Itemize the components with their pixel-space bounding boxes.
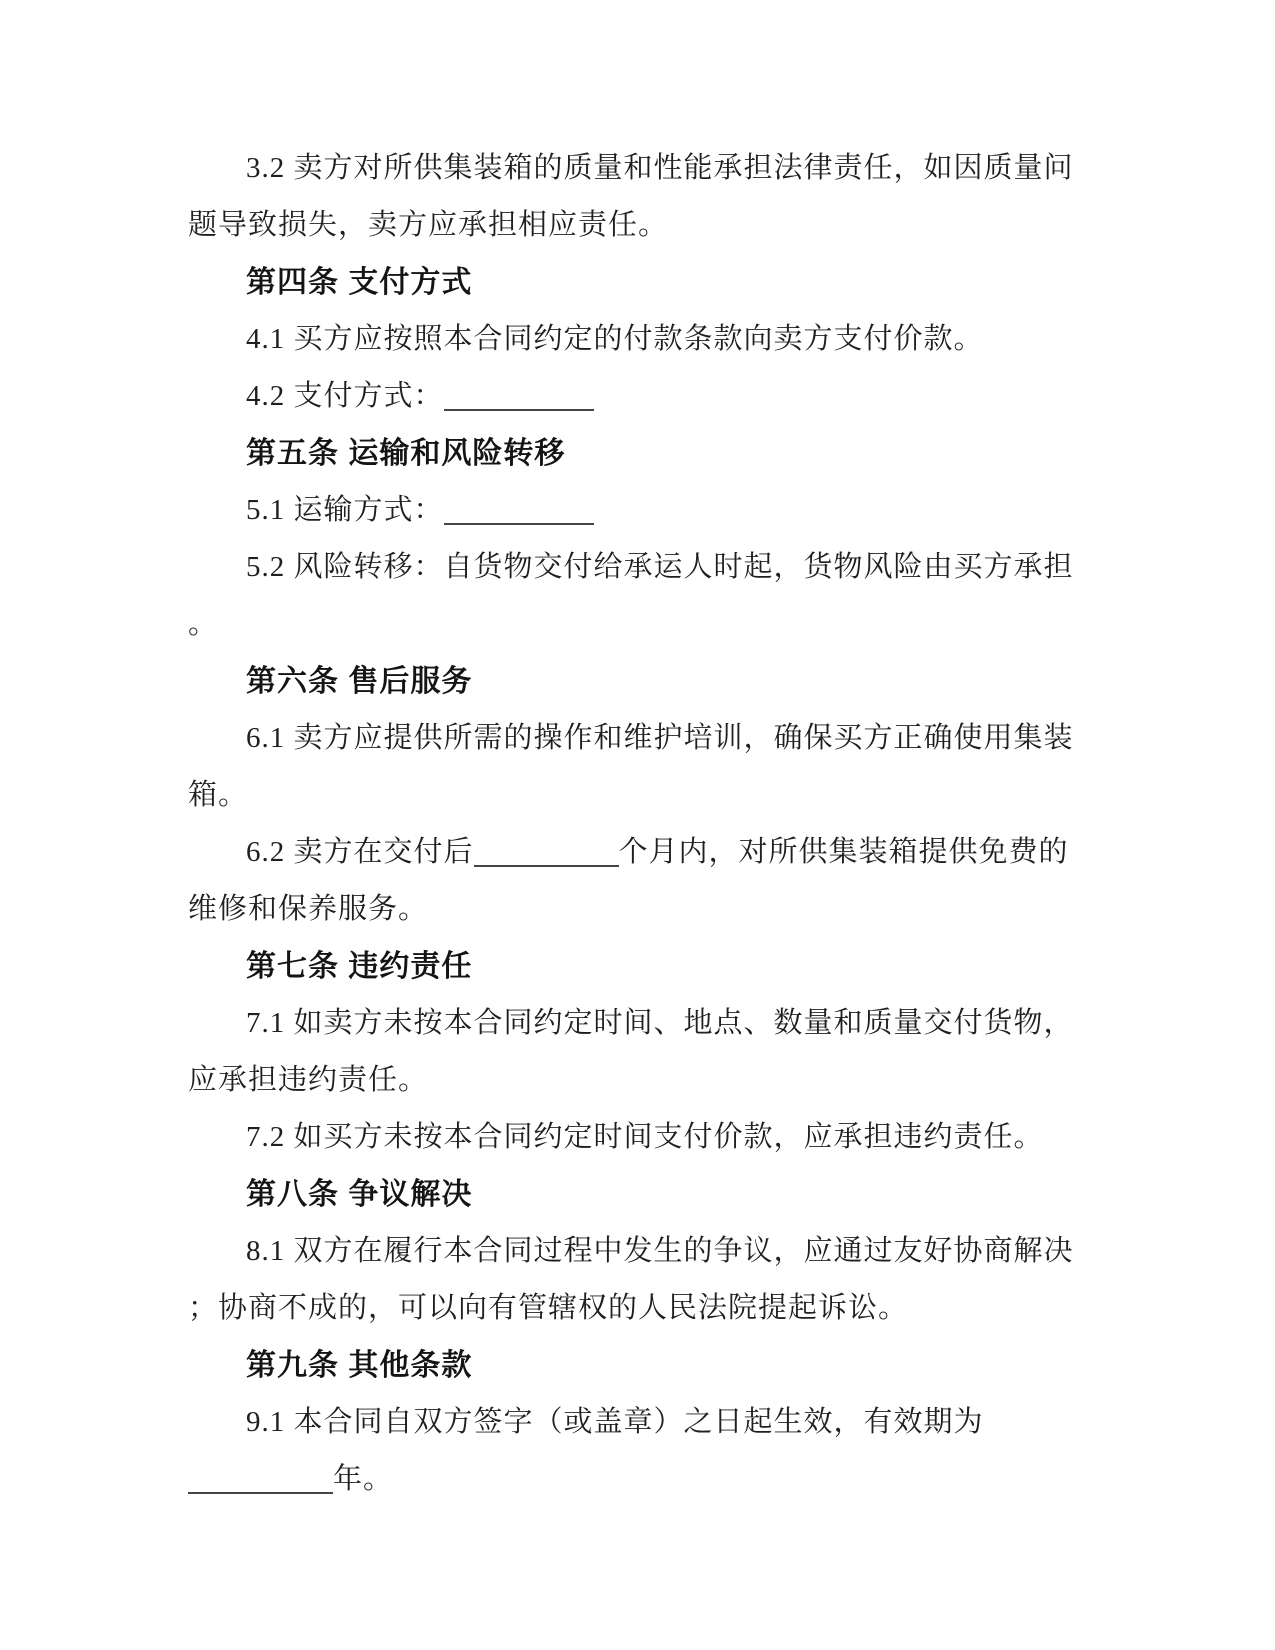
- section-heading: [188, 254, 1074, 311]
- text-segment: 第六条 售后服务: [246, 665, 473, 698]
- text-line: [188, 1223, 1074, 1280]
- text-line: [188, 824, 1074, 881]
- text-segment: 第九条 其他条款: [246, 1349, 473, 1382]
- document-content: [188, 140, 1074, 1508]
- text-line: [188, 482, 1074, 539]
- text-line: [188, 311, 1074, 368]
- text-segment: 6.1 卖方应提供所需的操作和维护培训，确保买方正确使用集装: [246, 722, 1074, 754]
- fill-in-blank-line: [444, 379, 594, 411]
- text-line: [188, 197, 1074, 254]
- section-heading: [188, 653, 1074, 710]
- text-segment: 箱。: [188, 779, 249, 811]
- text-line: [188, 995, 1074, 1052]
- text-segment: 维修和保养服务。: [188, 893, 429, 925]
- text-segment: 7.2 如买方未按本合同约定时间支付价款，应承担违约责任。: [246, 1121, 1044, 1153]
- text-segment: 8.1 双方在履行本合同过程中发生的争议，应通过友好协商解决: [246, 1235, 1074, 1267]
- text-segment: 5.2 风险转移：自货物交付给承运人时起，货物风险由买方承担: [246, 551, 1074, 583]
- text-line: [188, 596, 1074, 653]
- text-line: [188, 1052, 1074, 1109]
- section-heading: [188, 938, 1074, 995]
- text-line: [188, 539, 1074, 596]
- fill-in-blank-line: [188, 1462, 333, 1494]
- text-line: [188, 710, 1074, 767]
- section-heading: [188, 1337, 1074, 1394]
- text-line: [188, 1109, 1074, 1166]
- text-segment: ；协商不成的，可以向有管辖权的人民法院提起诉讼。: [188, 1292, 909, 1324]
- text-segment: 年。: [333, 1463, 394, 1495]
- text-segment: 题导致损失，卖方应承担相应责任。: [188, 209, 669, 241]
- text-segment: 4.1 买方应按照本合同约定的付款条款向卖方支付价款。: [246, 323, 984, 355]
- text-segment: 第七条 违约责任: [246, 950, 473, 983]
- fill-in-blank-line: [444, 493, 594, 525]
- section-heading: [188, 425, 1074, 482]
- section-heading: [188, 1166, 1074, 1223]
- text-line: [188, 881, 1074, 938]
- text-segment: 7.1 如卖方未按本合同约定时间、地点、数量和质量交付货物，: [246, 1007, 1074, 1039]
- text-segment: 。: [188, 608, 219, 640]
- text-line: [188, 368, 1074, 425]
- text-segment: 4.2 支付方式：: [246, 380, 444, 412]
- fill-in-blank-line: [474, 835, 619, 867]
- text-segment: 第五条 运输和风险转移: [246, 437, 566, 470]
- text-line: [188, 1280, 1074, 1337]
- text-segment: 应承担违约责任。: [188, 1064, 429, 1096]
- text-segment: 5.1 运输方式：: [246, 494, 444, 526]
- text-segment: 9.1 本合同自双方签字（或盖章）之日起生效，有效期为: [246, 1406, 984, 1438]
- text-segment: 个月内，对所供集装箱提供免费的: [618, 836, 1069, 868]
- text-line: [188, 767, 1074, 824]
- text-segment: 第四条 支付方式: [246, 266, 473, 299]
- text-line: [188, 1394, 1074, 1451]
- text-segment: 6.2 卖方在交付后: [246, 836, 474, 868]
- text-segment: 3.2 卖方对所供集装箱的质量和性能承担法律责任，如因质量问: [246, 152, 1074, 184]
- text-segment: 第八条 争议解决: [246, 1178, 473, 1211]
- text-line: [188, 140, 1074, 197]
- text-line: [188, 1451, 1074, 1508]
